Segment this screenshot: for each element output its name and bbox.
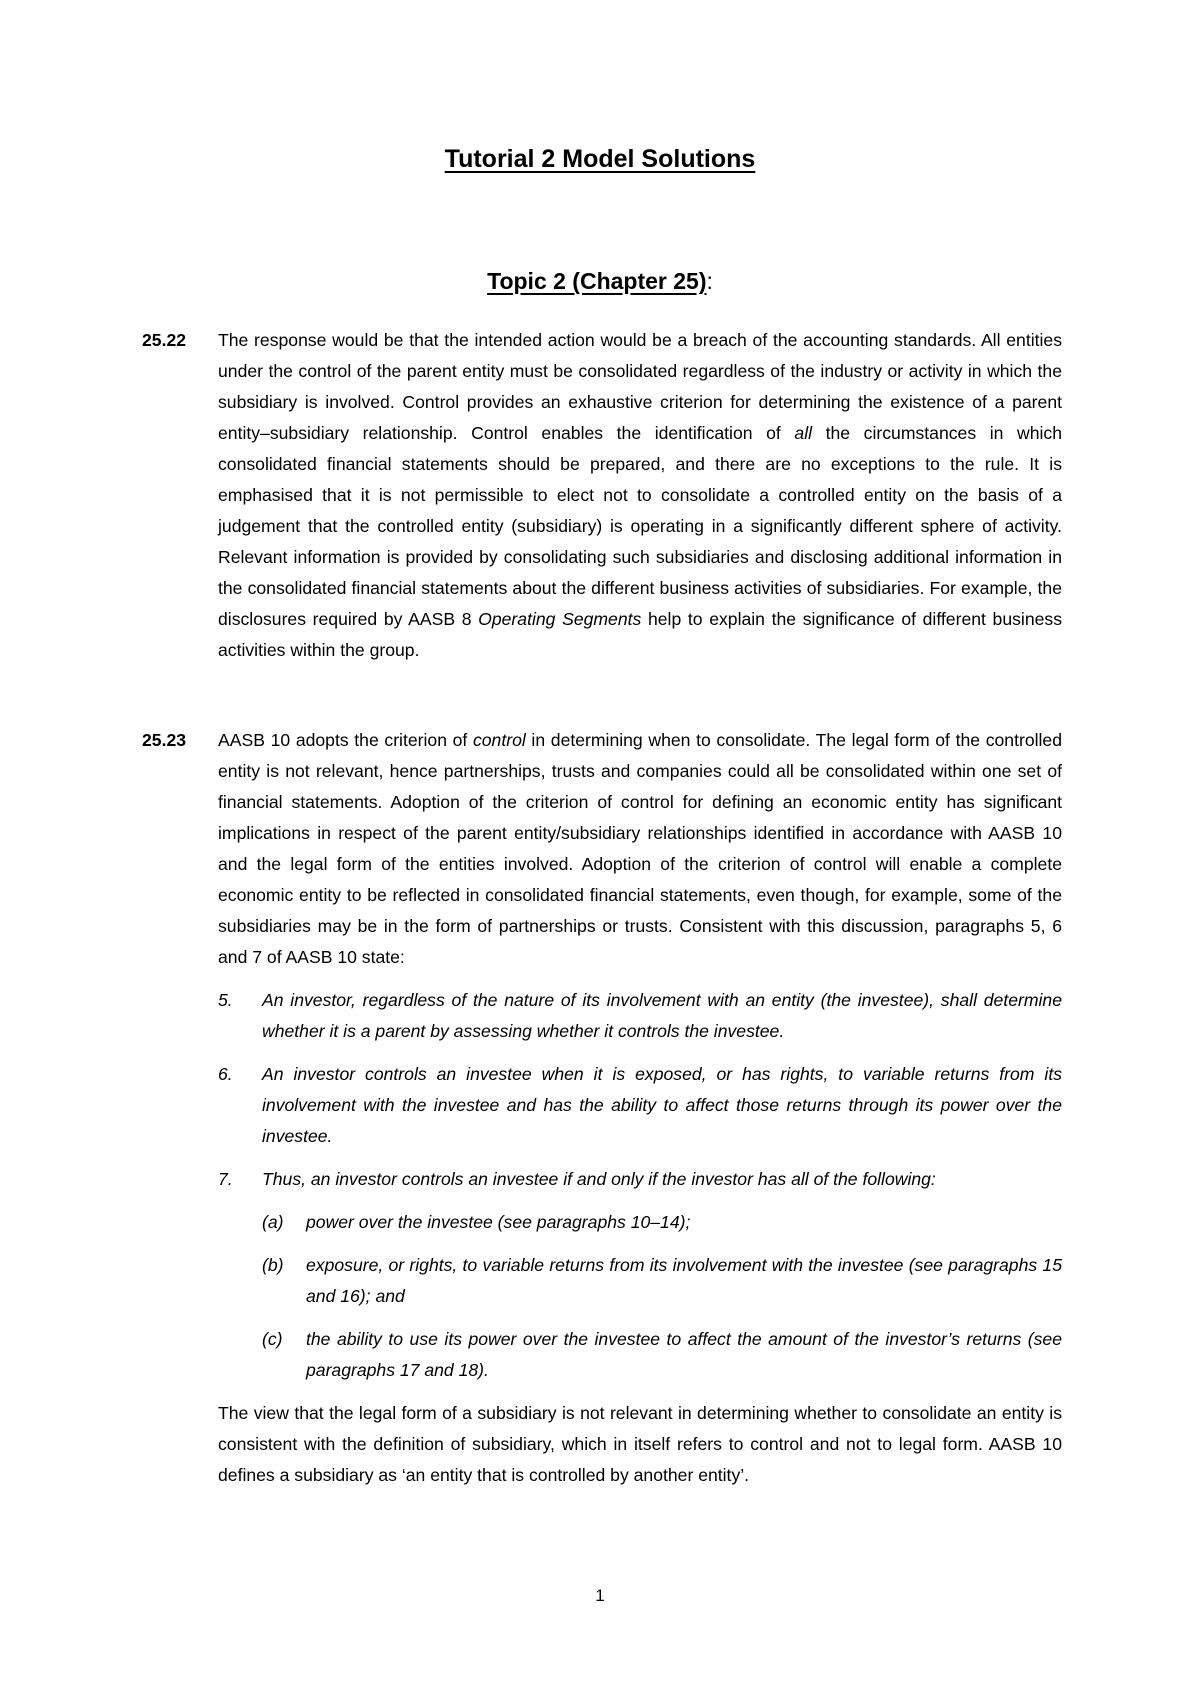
quote-sub-item [218,1207,1062,1238]
topic-suffix: : [706,268,713,294]
topic-label: Topic 2 (Chapter 25) [487,268,707,294]
quote-sub-item [218,1250,1062,1312]
quote-item-text: An investor controls an investee when it is exposed, or has rights, to variable returns from its involvement with the investee and has the ability to affect those returns through its power over the investee. [262,1064,1062,1146]
section-number: 25.22 [142,330,187,350]
section-25-23 [142,725,1062,1491]
standard-title: Operating Segments [478,609,642,629]
sub-item-text: the ability to use its power over the investee to affect the amount of the investor’s returns (see paragraphs 17 and 18). [306,1329,1062,1380]
sub-item-text: exposure, or rights, to variable returns from its involvement with the investee (see paragraphs 15 and 16); and [306,1255,1062,1306]
quote-item-text: Thus, an investor controls an investee if and only if the investor has all of the following: [262,1169,936,1189]
paragraph-text: The response would be that the intended action would be a breach of the accounting standards. All entities under the control of the parent entity must be consolidated regardless of the industry or activity in which the subsidiary is involved. Control provides an exhaustive criterion for determining the existence of a parent entity–subsidiary relationship. Control enables the identification of [218,330,1062,443]
quote-item-number: 6. [218,1064,233,1084]
section-paragraph [218,325,1062,666]
section-number: 25.23 [142,730,187,750]
quote-item [218,1059,1062,1152]
section-25-22 [142,325,1062,666]
section-body [218,325,1062,666]
paragraph-text: the circumstances in which consolidated financial statements should be prepared, and there are no exceptions to the rule. It is emphasised that it is not permissible to elect not to consolidate a controlled entity on the basis of a judgement that the controlled entity (subsidiary) is operating in a significantly different sphere of activity. Relevant information is provided by consolidating such subsidiaries and disclosing additional information in the consolidated financial statements about the different business activities of subsidiaries. For example, the disclosures required by AASB 8 [218,423,1062,629]
paragraph-text: help to explain the significance of different business activities within the group. [218,609,1062,660]
paragraph-text: in determining when to consolidate. The legal form of the controlled entity is not relevant, hence partnerships, trusts and companies could all be consolidated within one set of financial statements. Adoption of the criterion of control for defining an economic entity has significant implications in respect of the parent entity/subsidiary relationships identified in accordance with AASB 10 and the legal form of the entities involved. Adoption of the criterion of control will enable a complete economic entity to be reflected in consolidated financial statements, even though, for example, some of the subsidiaries may be in the form of partnerships or trusts. Consistent with this discussion, paragraphs 5, 6 and 7 of AASB 10 state: [218,730,1062,967]
quoted-standard [218,985,1062,1386]
quote-item [218,1164,1062,1195]
sub-item-label: (b) [262,1255,284,1275]
paragraph-text: AASB 10 adopts the criterion of [218,730,473,750]
topic-heading [0,268,1200,295]
quote-item [218,985,1062,1047]
quote-item-number: 5. [218,990,233,1010]
paragraph-emphasis: control [472,730,526,750]
page-number: 1 [595,1586,605,1605]
quote-item-number: 7. [218,1169,233,1189]
paragraph-emphasis: all [794,423,813,443]
sub-item-label: (a) [262,1212,284,1232]
quote-sub-item [218,1324,1062,1386]
section-body [218,725,1062,1491]
section-paragraph [218,725,1062,973]
quote-item-text: An investor, regardless of the nature of its involvement with an entity (the investee), shall determine whether it is a parent by assessing whether it controls the investee. [262,990,1062,1041]
page-title: Tutorial 2 Model Solutions [444,145,756,173]
sub-item-label: (c) [262,1329,283,1349]
closing-paragraph: The view that the legal form of a subsidiary is not relevant in determining whether to consolidate an entity is consistent with the definition of subsidiary, which in itself refers to control and not to legal form. AASB 10 defines a subsidiary as ‘an entity that is controlled by another entity’. [218,1403,1062,1485]
sub-item-text: power over the investee (see paragraphs 10–14); [306,1212,691,1232]
